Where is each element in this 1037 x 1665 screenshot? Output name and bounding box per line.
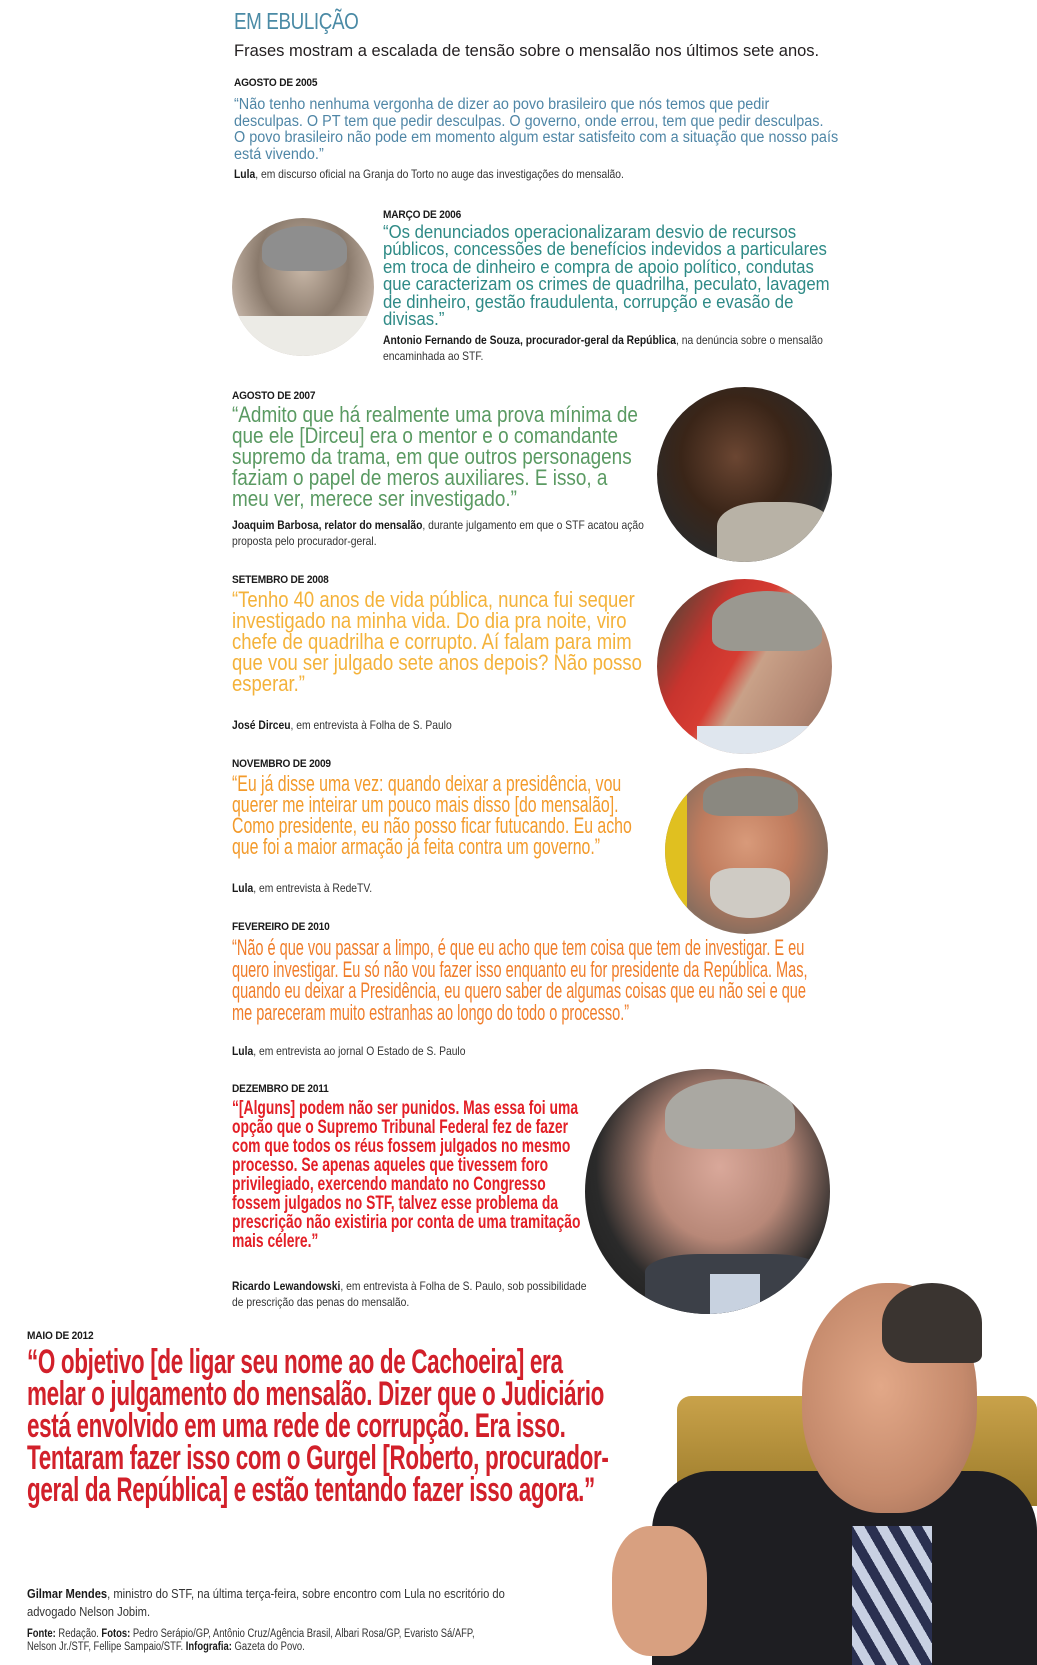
entry-quote: “[Alguns] podem não ser punidos. Mas essa foi uma opção que o Supremo Tribunal Federal fez de fazer com que todos os réus fossem julgados no mesmo processo. Se apenas aqueles que tivessem foro privilegiado, exercendo mandato no Congresso fossem julgados no STF, talvez esse problema da prescrição não existiria por conta de uma tramitação mais célere.” [232,1098,581,1252]
entry-date: SETEMBRO DE 2008 [232,574,329,586]
hair-shape [712,591,822,651]
entry-attribution [234,166,750,182]
hair-shape [262,226,347,271]
entry-attribution [232,717,645,733]
entry-date: AGOSTO DE 2007 [232,390,316,402]
credits-infografia-label: Infografia: [185,1641,232,1654]
speaker-name: Gilmar Mendes [27,1586,108,1601]
hair-shape [665,1079,795,1149]
speaker-name: Lula [232,881,254,895]
portrait-gilmar-mendes [612,1271,1037,1665]
entry-quote: “Tenho 40 anos de vida pública, nunca fui sequer investigado na minha vida. Do dia pra noite, viro chefe de quadrilha e corrupto. Aí falam para mim que vou ser julgado sete anos depois? Não posso esperar.” [232,587,642,696]
page-title: EM EBULIÇÃO [234,8,359,34]
entry-attribution [27,1585,509,1620]
credits-fonte-label: Fonte: [27,1628,56,1640]
speaker-name: José Dirceu [232,718,291,732]
entry-attribution [232,880,576,896]
shirt-shape [697,726,832,754]
speaker-name: Joaquim Barbosa, relator do mensalão [232,518,423,532]
entry-quote: “Admito que há realmente uma prova mínima de que ele [Dirceu] era o mentor e o comandante supremo da trama, em que outros personagens faziam o papel de meros auxiliares. E isso, a meu ver, merece ser investigado.” [232,402,638,511]
hair-shape [703,776,798,816]
entry-quote: “Os denunciados operacionalizaram desvio de recursos públicos, concessões de benefícios indevidos a particulares em troca de dinheiro e compra de apoio político, condutas que caracterizam os crimes de quadrilha, peculato, lavagem de dinheiro, gestão fraudulenta, corrupção e evasão de divisas.” [383,222,830,330]
credits-infografia: Gazeta do Povo. [231,1641,305,1654]
entry-attribution [383,332,843,364]
attribution-context: , ministro do STF, na última terça-feira, sobre encontro com Lula no escritório do advogado Nelson Jobim. [27,1586,505,1619]
entry-quote: “Não é que vou passar a limpo, é que eu acho que tem coisa que tem de investigar. E eu quero investigar. Eu só não vou fazer isso enquanto eu for presidente da República. Mas, quando eu deixar a Presidência, eu quero saber de algumas coisas que eu não sei e que me pareceram muito estranhas ao longo do todo o processo.” [232,935,808,1025]
entry-quote: “Não tenho nenhuma vergonha de dizer ao povo brasileiro que nós temos que pedir desculpas. O PT tem que pedir desculpas. O governo, onde errou, tem que pedir desculpas. O povo brasileiro não pode em momento algum estar satisfeito com a situação que nosso país está vivendo.” [234,96,839,164]
entry-attribution [232,517,645,549]
credits-fotos: Pedro Serápio/GP, Antônio Cruz/Agência Brasil, Albari Rosa/GP, Evaristo Sá/AFP, Nelson Jr./STF, Fellipe Sampaio/STF. [27,1628,475,1654]
portrait-lula [665,768,828,934]
speaker-name: Antonio Fernando de Souza, procurador-geral da República [383,333,677,347]
attribution-context: , em entrevista à Folha de S. Paulo, sob possibilidade de prescrição das penas do mensalão. [232,1279,587,1310]
credits-fonte: Redação. [55,1628,102,1640]
hair-shape [882,1283,982,1363]
attribution-context: , em entrevista ao jornal O Estado de S. Paulo [253,1044,466,1058]
beard-shape [710,868,790,918]
attribution-context: , em entrevista à RedeTV. [253,881,373,895]
hand-shape [612,1526,707,1656]
speaker-name: Ricardo Lewandowski [232,1279,341,1293]
speaker-name: Lula [232,1044,254,1058]
shirt-shape [232,316,374,356]
attribution-context: , na denúncia sobre o mensalão encaminhada ao STF. [383,333,823,364]
attribution-context: , durante julgamento em que o STF acatou ação proposta pelo procurador-geral. [232,518,644,549]
entry-date: NOVEMBRO DE 2009 [232,758,331,770]
credits [27,1628,486,1654]
entry-quote: “Eu já disse uma vez: quando deixar a presidência, vou querer me inteirar um pouco mais disso [do mensalão]. Como presidente, eu não posso ficar futucando. Eu acho que foi a maior armação já feita contra um governo.” [232,771,632,859]
attribution-context: , em discurso oficial na Granja do Torto no auge das investigações do mensalão. [255,167,624,181]
entry-date: DEZEMBRO DE 2011 [232,1083,329,1095]
portrait-jose-dirceu [657,579,832,754]
entry-date: MARÇO DE 2006 [383,209,462,221]
jacket-shape [717,502,832,562]
credits-fotos-label: Fotos: [101,1628,131,1640]
entry-quote: “O objetivo [de ligar seu nome ao de Cachoeira] era melar o julgamento do mensalão. Dizer que o Judiciário está envolvido em uma rede de corrupção. Era isso. Tentaram fazer isso com o Gurgel [Roberto, procurador-geral da República] e estão tentando fazer isso agora.” [27,1343,609,1509]
page-subtitle: Frases mostram a escalada de tensão sobre o mensalão nos últimos sete anos. [234,42,820,60]
entry-date: AGOSTO DE 2005 [234,77,318,89]
entry-date: FEVEREIRO DE 2010 [232,921,330,933]
entry-attribution [232,1043,576,1059]
portrait-antonio-fernando-de-souza [232,218,374,356]
tie-shape [852,1526,932,1665]
portrait-joaquim-barbosa [657,387,832,562]
entry-date: MAIO DE 2012 [27,1330,94,1342]
speaker-name: Lula [234,167,256,181]
attribution-context: , em entrevista à Folha de S. Paulo [290,718,452,732]
flag-shape [665,788,687,918]
entry-attribution [232,1278,593,1310]
